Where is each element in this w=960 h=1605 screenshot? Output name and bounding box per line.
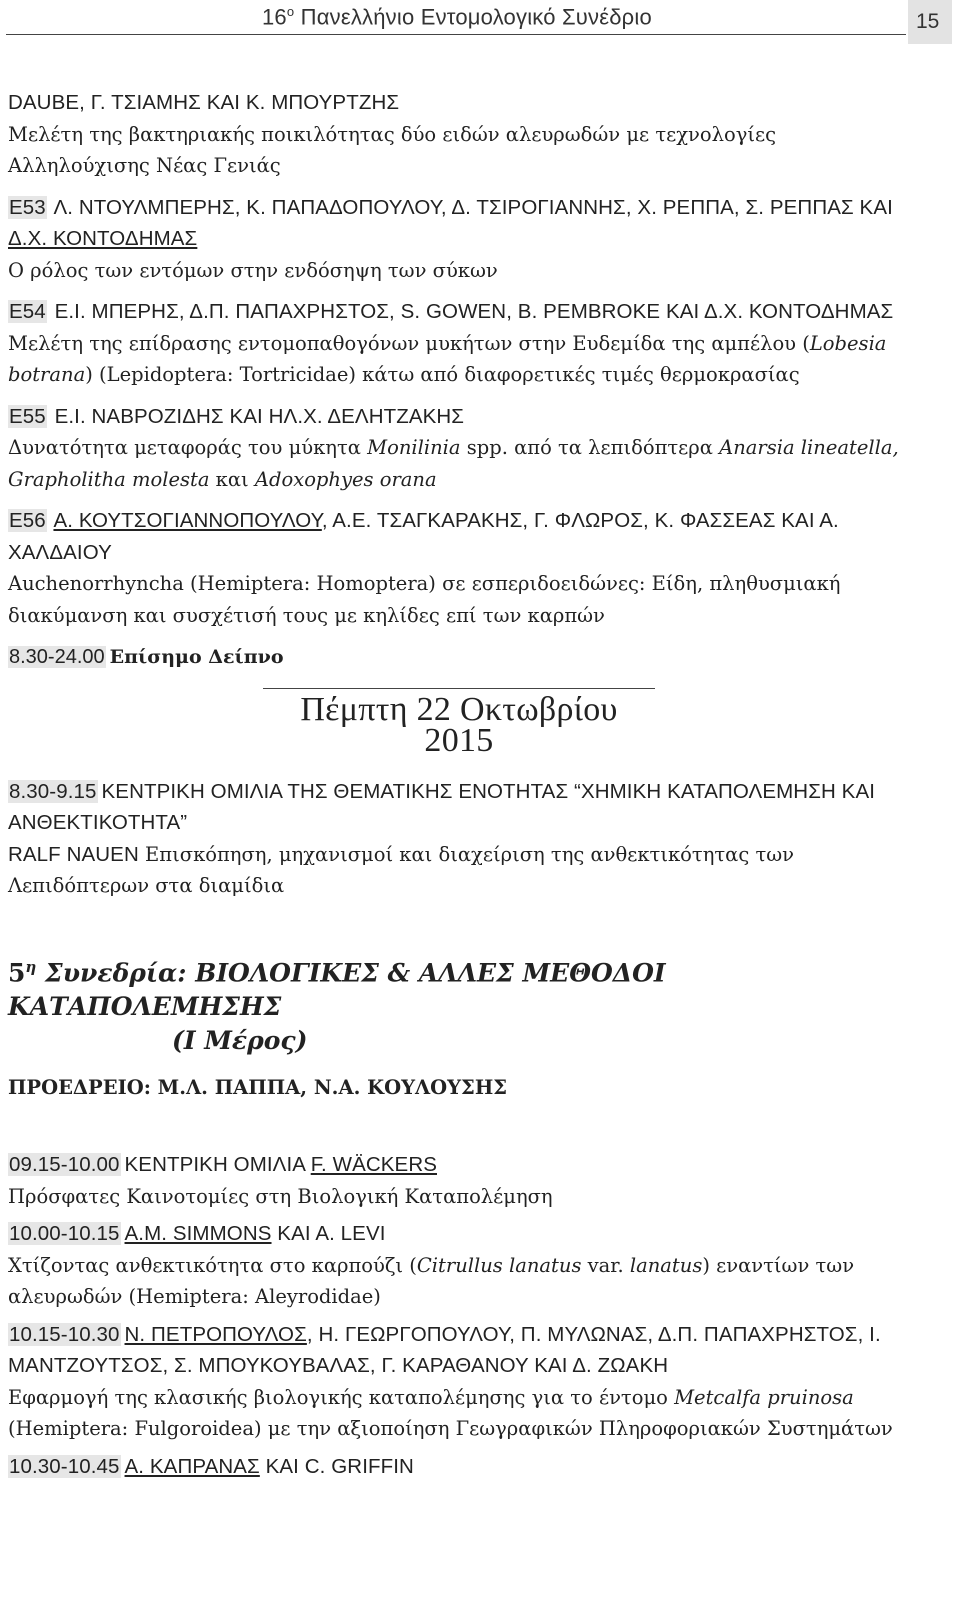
entry-authors: Ε56 Α. ΚΟΥΤΣΟΓΙΑΝΝΟΠΟΥΛΟΥ, Α.Ε. ΤΣΑΓΚΑΡΑΚΗΣ, Γ. ΦΛΩΡΟΣ, Κ. ΦΑΣΣΕΑΣ ΚΑΙ Α. ΧΑΛΔΑΙΟΥ: [8, 509, 839, 564]
talk-title: Πρόσφατες Καινοτομίες στη Βιολογική Καταπολέμηση: [8, 1184, 553, 1208]
header-rule: [6, 34, 906, 35]
time-slot: 09.15-10.00: [9, 1153, 120, 1177]
dinner-entry: [8, 641, 903, 674]
talk-entry: [8, 1319, 903, 1445]
time-slot: 8.30-24.00: [9, 646, 105, 668]
entry-authors: DAUBE, Γ. ΤΣΙΑΜΗΣ ΚΑΙ Κ. ΜΠΟΥΡΤΖΗΣ: [8, 91, 400, 114]
program-entry-e55: [8, 401, 903, 496]
entry-authors: Ε54 Ε.Ι. ΜΠΕΡΗΣ, Δ.Π. ΠΑΠΑΧΡΗΣΤΟΣ, S. GOWEN, B. PEMBROKE ΚΑΙ Δ.Χ. ΚΟΝΤΟΔΗΜΑΣ: [9, 300, 894, 323]
presenting-author: Ν. ΠΕΤΡΟΠΟΥΛΟΣ: [124, 1322, 307, 1346]
talk-entry: [8, 1451, 903, 1483]
page-number: 15: [916, 10, 940, 33]
presenting-author: F. WÄCKERS: [310, 1153, 437, 1177]
presenting-author: Α. ΚΟΥΤΣΟΓΙΑΝΝΟΠΟΥΛΟΥ: [53, 509, 322, 532]
talk-authors: 10.30-10.45 Α. ΚΑΠΡΑΝΑΣ ΚΑΙ C. GRIFFIN: [9, 1454, 414, 1478]
presenting-author: Α.Μ. SIMMONS: [124, 1222, 272, 1246]
time-slot: 10.00-10.15: [9, 1222, 120, 1246]
session-presidium: ΠΡΟΕΔΡΕΙΟ: Μ.Λ. ΠΑΠΠΑ, Ν.Α. ΚΟΥΛΟΥΣΗΣ: [8, 1075, 508, 1099]
entry-title: Μελέτη της βακτηριακής ποικιλότητας δύο ειδών αλευρωδών με τεχνολογίες Αλληλούχισης Νέας Γενιάς: [8, 122, 777, 177]
program-entry-e52: [8, 87, 903, 182]
entry-authors: Ε55 Ε.Ι. ΝΑΒΡΟΖΙΔΗΣ ΚΑΙ ΗΛ.Χ. ΔΕΛΗΤΖΑΚΗΣ: [9, 404, 465, 428]
entry-code: Ε53: [9, 195, 46, 219]
entry-title: Δυνατότητα μεταφοράς του μύκητα Monilinia spp. από τα λεπιδόπτερα Anarsia lineatella, Grapholitha molesta και Adoxophyes orana: [8, 436, 899, 491]
program-content: [8, 87, 903, 1488]
entry-code: Ε55: [9, 404, 46, 428]
keynote-title: RALF NAUEN Επισκόπηση, μηχανισμοί και διαχείριση της ανθεκτικότητας των Λεπιδόπτερων στα διαμίδια: [8, 842, 795, 897]
page-header: [0, 0, 960, 44]
day-rule: [263, 688, 655, 689]
talk-entry: [8, 1149, 903, 1212]
talk-entry: [8, 1218, 903, 1313]
entry-authors: Ε53 Λ. ΝΤΟΥΛΜΠΕΡΗΣ, Κ. ΠΑΠΑΔΟΠΟΥΛΟΥ, Δ. ΤΣΙΡΟΓΙΑΝΝΗΣ, Χ. ΡΕΠΠΑ, Σ. ΡΕΠΠΑΣ ΚΑΙ Δ.Χ. ΚΟΝΤΟΔΗΜΑΣ: [8, 195, 893, 250]
talk-authors: 10.15-10.30 Ν. ΠΕΤΡΟΠΟΥΛΟΣ, Η. ΓΕΩΡΓΟΠΟΥΛΟΥ, Π. ΜΥΛΩΝΑΣ, Δ.Π. ΠΑΠΑΧΡΗΣΤΟΣ, Ι. ΜΑΝΤΖΟΥΤΣΟΣ, Σ. ΜΠΟΥΚΟΥΒΑΛΑΣ, Γ. ΚΑΡΑΘΑΝΟΥ ΚΑΙ Δ. ΖΩΑΚΗ: [8, 1322, 881, 1378]
dinner-label: Επίσημο Δείπνο: [109, 646, 284, 668]
program-entry-e56: [8, 505, 903, 631]
keynote-entry: [8, 776, 903, 902]
talk-authors: 09.15-10.00 ΚΕΝΤΡΙΚΗ ΟΜΙΛΙΑ F. WÄCKERS: [9, 1153, 437, 1177]
running-title: $16^o$ Πανελλήνιο Εντομολογικό Συνέδριο: [262, 4, 652, 30]
page-number-box: [908, 0, 952, 44]
day-heading: [8, 688, 903, 768]
presenting-author: Α. ΚΑΠΡΑΝΑΣ: [124, 1454, 260, 1478]
entry-code: Ε56: [9, 509, 46, 532]
entry-code: Ε54: [9, 300, 46, 323]
talk-title: Εφαρμογή της κλασικής βιολογικής καταπολέμησης για το έντομο Metcalfa pruinosa (Hemiptera: Fulgoroidea) με την αξιοποίηση Γεωγραφικών Πληροφοριακών Συστημάτων: [8, 1385, 893, 1441]
talk-authors: 10.00-10.15 Α.Μ. SIMMONS ΚΑΙ Α. LEVI: [9, 1222, 386, 1246]
time-slot: 8.30-9.15: [9, 779, 97, 803]
entry-title: Ο ρόλος των εντόμων στην ενδόσηψη των σύκων: [8, 258, 498, 282]
presenting-author: Δ.Χ. ΚΟΝΤΟΔΗΜΑΣ: [8, 227, 198, 250]
entry-title: Μελέτη της επίδρασης εντομοπαθογόνων μυκήτων στην Ευδεμίδα της αμπέλου (Lobesia botrana) (Lepidoptera: Tortricidae) κάτω από διαφορετικές τιμές θερμοκρασίας: [8, 331, 887, 386]
program-entry-e53: [8, 192, 903, 287]
program-entry-e54: [8, 296, 903, 391]
time-slot: 10.30-10.45: [9, 1454, 120, 1478]
day-title: Πέμπτη 22 Οκτωβρίου 2015: [300, 690, 618, 759]
keynote-speaker: RALF NAUEN: [8, 842, 139, 866]
entry-title: Auchenorrhyncha (Hemiptera: Homoptera) σε εσπεριδοειδώνες: Είδη, πληθυσμιακή διακύμανση και συσχέτισή τους με κηλίδες επί των καρπών: [8, 572, 841, 627]
time-slot: 10.15-10.30: [9, 1322, 120, 1346]
talk-title: Χτίζοντας ανθεκτικότητα στο καρπούζι (Citrullus lanatus var. lanatus) εναντίων των αλευρωδών (Hemiptera: Aleyrodidae): [8, 1253, 855, 1309]
session-heading: $5^\eta$ Συνεδρία: ΒΙΟΛΟΓΙΚΕΣ & ΑΛΛΕΣ ΜΕΘΟΔΟΙ ΚΑΤΑΠΟΛΕΜΗΣΗΣ (Ι Μέρος): [8, 957, 666, 1055]
keynote-heading: 8.30-9.15 ΚΕΝΤΡΙΚΗ ΟΜΙΛΙΑ ΤΗΣ ΘΕΜΑΤΙΚΗΣ ΕΝΟΤΗΤΑΣ “ΧΗΜΙΚΗ ΚΑΤΑΠΟΛΕΜΗΣΗ ΚΑΙ ΑΝΘΕΚΤΙΚΟΤΗΤΑ”: [8, 779, 876, 834]
